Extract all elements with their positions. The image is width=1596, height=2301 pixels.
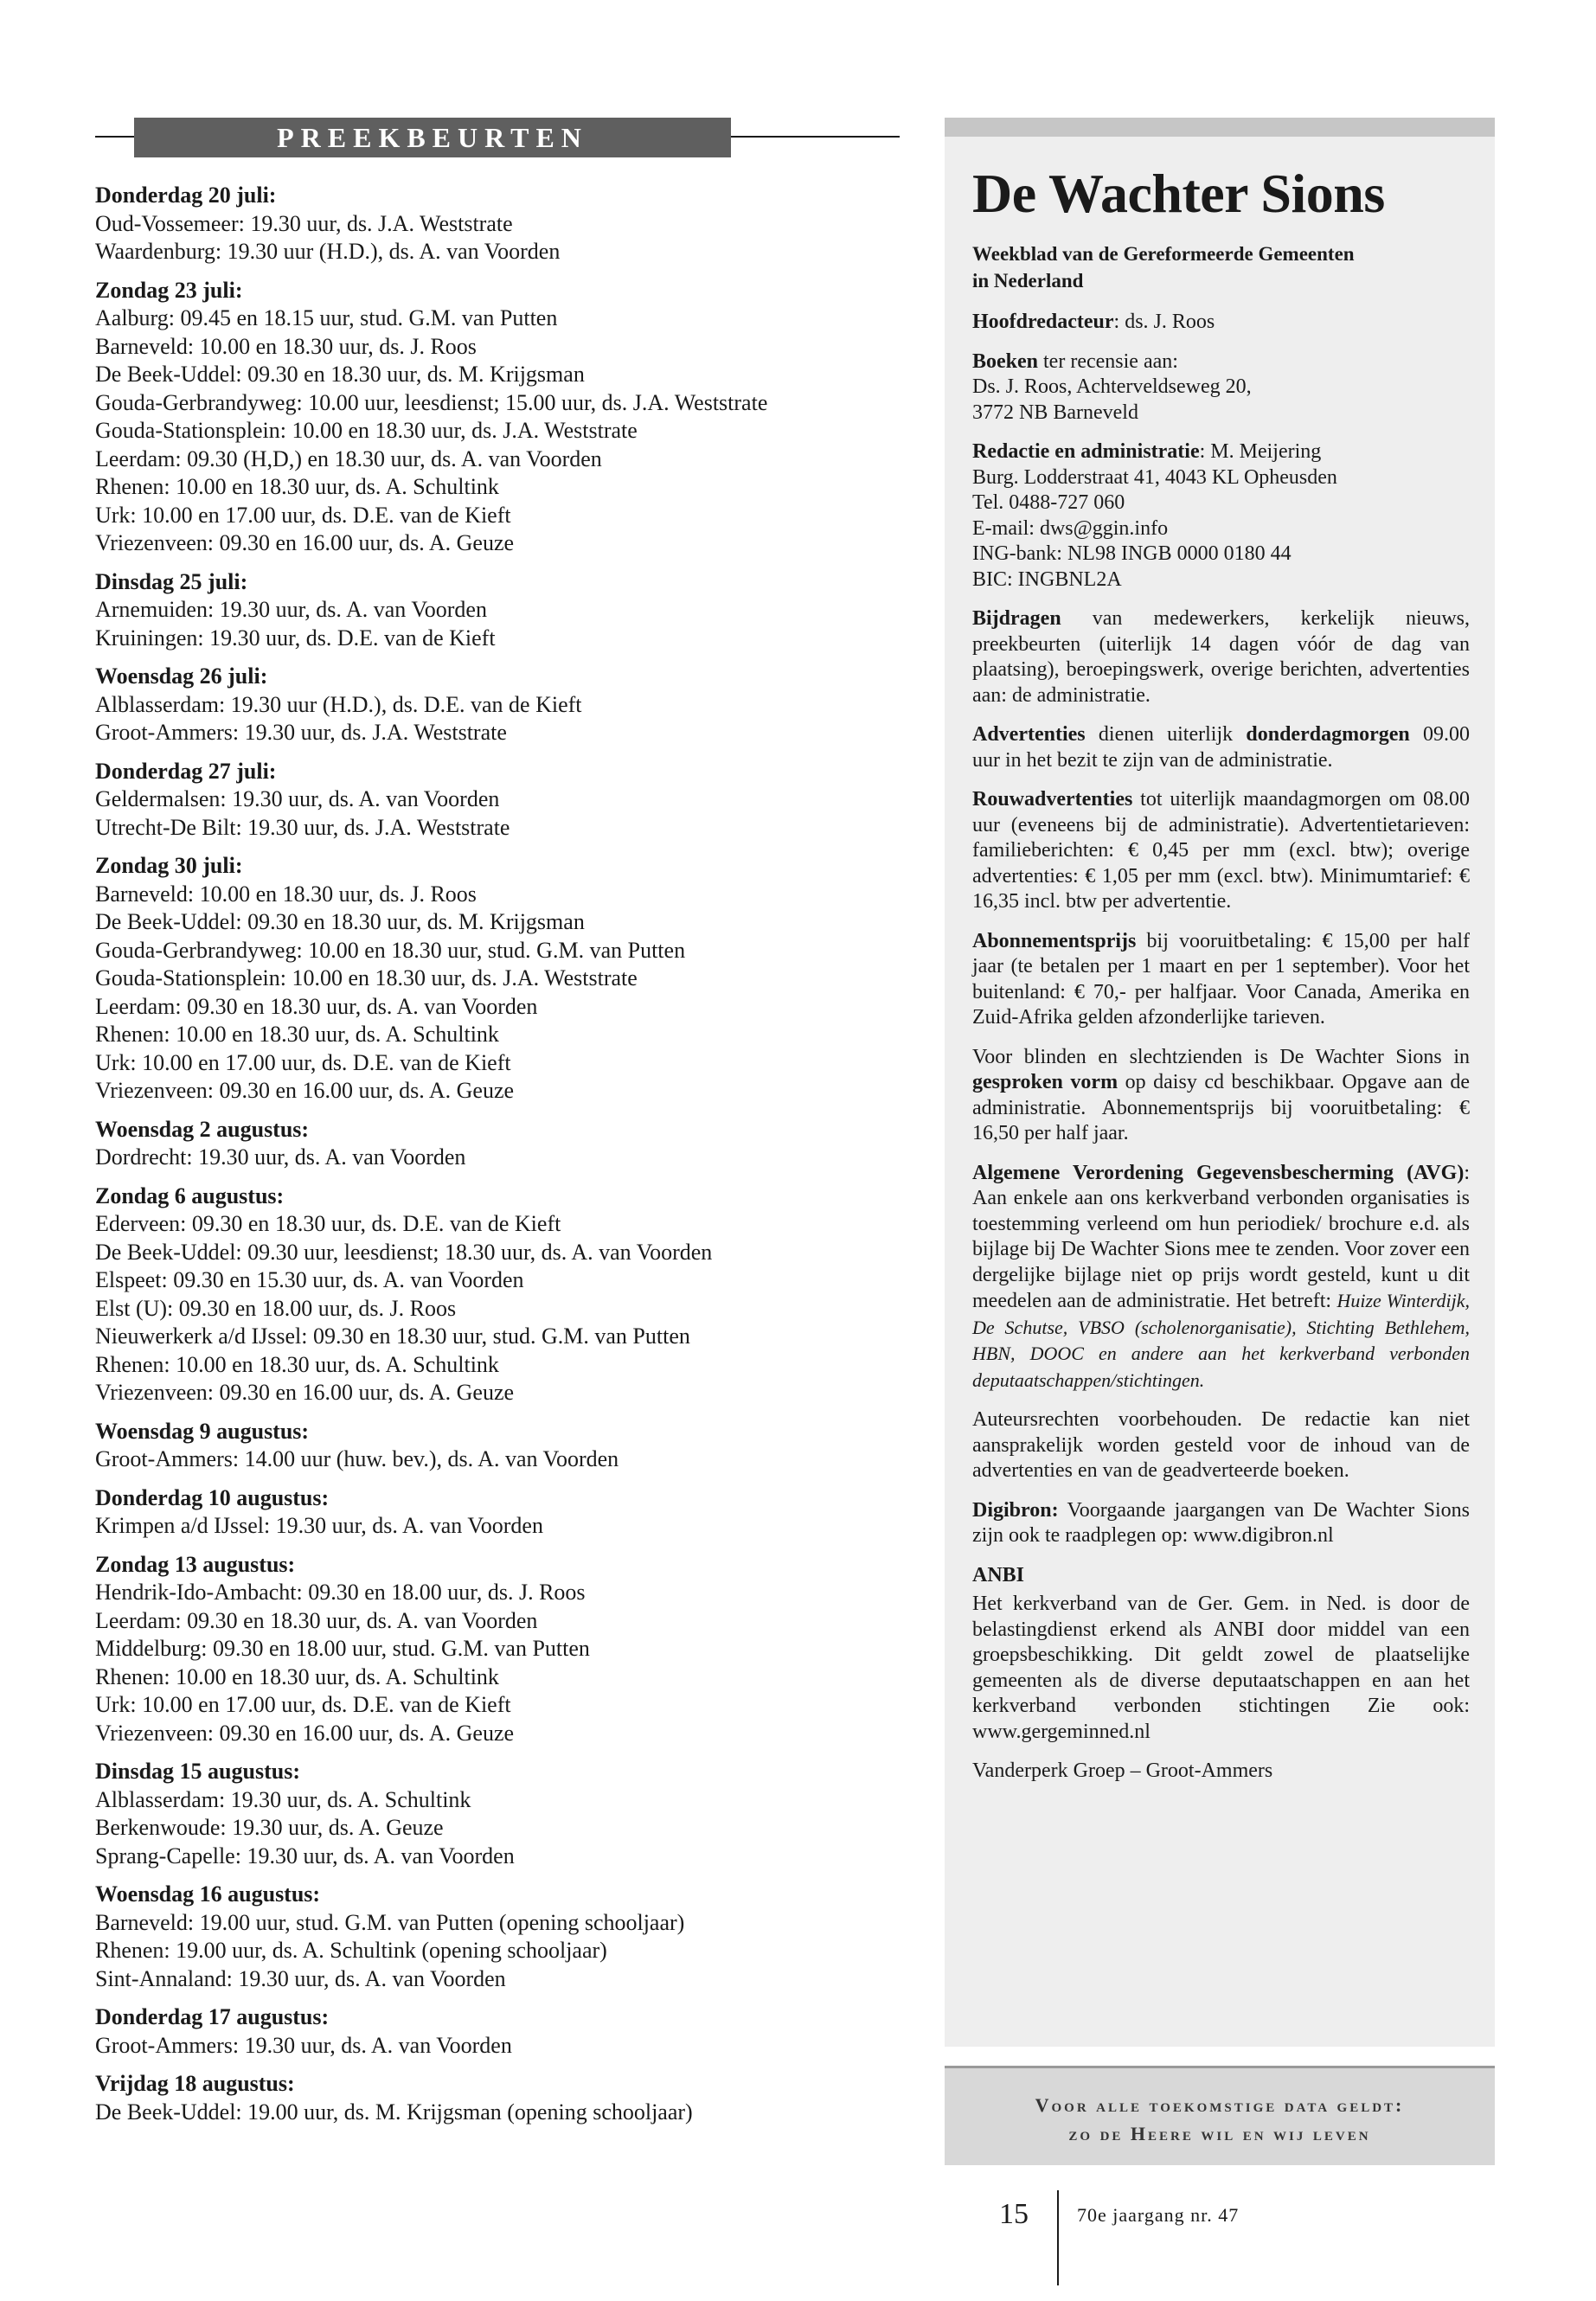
- day-title: Donderdag 20 juli:: [95, 183, 277, 208]
- service-line: Barneveld: 19.00 uur, stud. G.M. van Putten (opening schooljaar): [95, 1909, 685, 1935]
- advertisements-info: Advertenties dienen uiterlijk donderdagmorgen 09.00 uur in het bezit te zijn van de administratie.: [972, 723, 1470, 772]
- service-line: Elst (U): 09.30 en 18.00 uur, ds. J. Roos: [95, 1295, 457, 1321]
- gdpr-info: Algemene Verordening Gegevensbescherming (AVG): Aan enkele aan ons kerkverband verbonden organisaties is toestemming verleend om hun periodiek/ brochure e.d. als bijlage bij De Wachter Sions mee te zenden. Voor zover een dergelijke bijlage niet op prijs wordt gesteld, kunt u dit meedelen aan de administratie. Het betreft: Huize Winterdijk, De Schutse, VBSO (scholenorganisatie), Stichting Bethlehem, HBN, DOOC en andere aan het kerkverband verbonden deputaatschappen/stichtingen.: [972, 1161, 1470, 1391]
- page-number: 15: [999, 2198, 1029, 2230]
- service-line: Elspeet: 09.30 en 15.30 uur, ds. A. van Voorden: [95, 1267, 524, 1292]
- copyright-info: Auteursrechten voorbehouden. De redactie kan niet aansprakelijk worden gesteld voor de inhoud van de advertenties en van de geadverteerde boeken.: [972, 1408, 1470, 1482]
- books-address: Boeken ter recensie aan: Ds. J. Roos, Achterveldseweg 20, 3772 NB Barneveld: [972, 349, 1252, 424]
- day-title: Woensdag 2 augustus:: [95, 1116, 310, 1142]
- service-line: Sprang-Capelle: 19.30 uur, ds. A. van Voorden: [95, 1843, 515, 1868]
- service-line: Kruiningen: 19.30 uur, ds. D.E. van de Kieft: [95, 625, 496, 651]
- service-line: Aalburg: 09.45 en 18.15 uur, stud. G.M. van Putten: [95, 305, 558, 330]
- day-title: Zondag 23 juli:: [95, 277, 243, 303]
- service-line: Groot-Ammers: 14.00 uur (huw. bev.), ds. A. van Voorden: [95, 1446, 619, 1471]
- service-day: [95, 852, 908, 1106]
- section-header: PREEKBEURTEN: [134, 118, 731, 157]
- services-list: [95, 182, 908, 2137]
- service-line: Alblasserdam: 19.30 uur (H.D.), ds. D.E. van de Kieft: [95, 691, 582, 717]
- edition-info: 70e jaargang nr. 47: [1077, 2204, 1240, 2226]
- service-day: [95, 1881, 908, 1993]
- day-title: Woensdag 26 juli:: [95, 663, 268, 689]
- day-title: Donderdag 27 juli:: [95, 758, 277, 784]
- service-line: Hendrik-Ido-Ambacht: 09.30 en 18.00 uur, ds. J. Roos: [95, 1580, 586, 1605]
- service-line: Waardenburg: 19.30 uur (H.D.), ds. A. van Voorden: [95, 239, 561, 264]
- deo-volente-line-2: zo de Heere wil en wij leven: [1068, 2123, 1371, 2144]
- audio-edition-info: Voor blinden en slechtzienden is De Wachter Sions in gesproken vorm op daisy cd beschikbaar. Opgave aan de administratie. Abonnementsprijs bij vooruitbetaling: € 16,50 per half jaar.: [972, 1045, 1470, 1144]
- service-line: Gouda-Gerbrandyweg: 10.00 en 18.30 uur, stud. G.M. van Putten: [95, 937, 686, 963]
- page-separator: [1057, 2190, 1059, 2285]
- service-day: [95, 1418, 908, 1474]
- service-line: Gouda-Gerbrandyweg: 10.00 uur, leesdienst; 15.00 uur, ds. J.A. Weststrate: [95, 389, 768, 415]
- day-title: Donderdag 17 augustus:: [95, 2004, 330, 2029]
- day-title: Dinsdag 15 augustus:: [95, 1759, 300, 1784]
- service-line: Ederveen: 09.30 en 18.30 uur, ds. D.E. van de Kieft: [95, 1211, 561, 1236]
- editor-in-chief: Hoofdredacteur: ds. J. Roos: [972, 311, 1215, 333]
- service-line: Leerdam: 09.30 en 18.30 uur, ds. A. van Voorden: [95, 993, 538, 1019]
- service-line: Berkenwoude: 19.30 uur, ds. A. Geuze: [95, 1815, 444, 1840]
- service-line: De Beek-Uddel: 09.30 uur, leesdienst; 18.30 uur, ds. A. van Voorden: [95, 1239, 713, 1265]
- service-line: Arnemuiden: 19.30 uur, ds. A. van Voorden: [95, 597, 487, 622]
- service-day: [95, 182, 908, 266]
- mourning-ads-info: Rouwadvertenties tot uiterlijk maandagmorgen om 08.00 uur (eveneens bij de administratie). Advertentietarieven: familieberichten: € 0,45 per mm (excl. btw); overige advertenties: € 1,05 per mm (excl. btw). Minimumtarief: € 16,35 incl. btw per advertentie.: [972, 788, 1470, 913]
- subscription-info: Abonnementsprijs bij vooruitbetaling: € 15,00 per half jaar (te betalen per 1 maart en per 1 september). Voor het buitenland: € 70,- per halfjaar. Voor Canada, Amerika en Zuid-Afrika gelden afzonderlijke tarieven.: [972, 929, 1470, 1029]
- service-day: [95, 663, 908, 747]
- service-line: Vriezenveen: 09.30 en 16.00 uur, ds. A. Geuze: [95, 1720, 515, 1746]
- service-line: Gouda-Stationsplein: 10.00 en 18.30 uur, ds. J.A. Weststrate: [95, 418, 638, 443]
- service-line: Rhenen: 10.00 en 18.30 uur, ds. A. Schultink: [95, 1351, 499, 1377]
- service-line: Groot-Ammers: 19.30 uur, ds. A. van Voorden: [95, 2032, 512, 2058]
- day-title: Dinsdag 25 juli:: [95, 568, 248, 594]
- day-title: Woensdag 16 augustus:: [95, 1881, 321, 1907]
- service-line: Urk: 10.00 en 17.00 uur, ds. D.E. van de Kieft: [95, 1049, 511, 1075]
- service-line: Vriezenveen: 09.30 en 16.00 uur, ds. A. Geuze: [95, 1380, 515, 1405]
- service-line: Utrecht-De Bilt: 19.30 uur, ds. J.A. Weststrate: [95, 814, 510, 840]
- service-line: Barneveld: 10.00 en 18.30 uur, ds. J. Roos: [95, 333, 477, 359]
- service-line: Vriezenveen: 09.30 en 16.00 uur, ds. A. Geuze: [95, 530, 515, 555]
- service-day: [95, 1183, 908, 1407]
- colophon-box: [945, 118, 1495, 2144]
- service-line: Rhenen: 19.00 uur, ds. A. Schultink (opening schooljaar): [95, 1938, 607, 1963]
- day-title: Donderdag 10 augustus:: [95, 1484, 330, 1510]
- service-line: Urk: 10.00 en 17.00 uur, ds. D.E. van de Kieft: [95, 502, 511, 528]
- service-line: Sint-Annaland: 19.30 uur, ds. A. van Voorden: [95, 1965, 506, 1991]
- service-line: De Beek-Uddel: 09.30 en 18.30 uur, ds. M. Krijgsman: [95, 909, 585, 934]
- service-line: Rhenen: 10.00 en 18.30 uur, ds. A. Schultink: [95, 474, 499, 499]
- service-line: De Beek-Uddel: 09.30 en 18.30 uur, ds. M. Krijgsman: [95, 362, 585, 387]
- day-title: Vrijdag 18 augustus:: [95, 2071, 295, 2096]
- service-day: [95, 568, 908, 653]
- digibron-info: Digibron: Voorgaande jaargangen van De Wachter Sions zijn ook te raadplegen op: www.digibron.nl: [972, 1498, 1470, 1547]
- day-title: Zondag 13 augustus:: [95, 1551, 296, 1577]
- service-line: Alblasserdam: 19.30 uur, ds. A. Schultink: [95, 1786, 471, 1812]
- service-day: [95, 277, 908, 558]
- header-rule-left: [95, 136, 138, 138]
- service-line: Geldermalsen: 19.30 uur, ds. A. van Voorden: [95, 786, 500, 811]
- service-day: [95, 1551, 908, 1748]
- printer-info: Vanderperk Groep – Groot-Ammers: [972, 1759, 1273, 1782]
- service-line: Rhenen: 10.00 en 18.30 uur, ds. A. Schultink: [95, 1022, 499, 1047]
- service-line: Leerdam: 09.30 en 18.30 uur, ds. A. van Voorden: [95, 1607, 538, 1633]
- contributions-info: Bijdragen van medewerkers, kerkelijk nieuws, preekbeurten (uiterlijk 14 dagen vóór de dag van plaatsing), beroepingswerk, overige berichten, advertenties aan: de administratie.: [972, 607, 1470, 707]
- service-line: Nieuwerkerk a/d IJssel: 09.30 en 18.30 uur, stud. G.M. van Putten: [95, 1324, 690, 1349]
- day-title: Woensdag 9 augustus:: [95, 1418, 310, 1444]
- header-rule-right: [731, 136, 900, 138]
- service-line: Leerdam: 09.30 (H,D,) en 18.30 uur, ds. A. van Voorden: [95, 445, 602, 471]
- service-day: [95, 758, 908, 843]
- masthead-subtitle: Weekblad van de Gereformeerde Gemeenten in Nederland: [972, 243, 1355, 292]
- service-line: Vriezenveen: 09.30 en 16.00 uur, ds. A. Geuze: [95, 1078, 515, 1103]
- service-line: Gouda-Stationsplein: 10.00 en 18.30 uur, ds. J.A. Weststrate: [95, 965, 638, 990]
- anbi-text: Het kerkverband van de Ger. Gem. in Ned. is door de belastingdienst erkend als ANBI door middel van een groepsbeschikking. Dit geldt zowel de plaatselijke gemeenten als de diverse deputaatschappen en aan het kerkverband verbonden stichtingen Zie ook: www.gergeminned.nl: [972, 1593, 1470, 1743]
- service-line: Dordrecht: 19.30 uur, ds. A. van Voorden: [95, 1144, 466, 1170]
- editorial-address: Redactie en administratie: M. Meijering Burg. Lodderstraat 41, 4043 KL Opheusden Tel. 0488-727 060 E-mail: dws@ggin.info ING-bank: NL98 INGB 0000 0180 44 BIC: INGBNL2A: [972, 440, 1337, 591]
- deo-volente-line-1: Voor alle toekomstige data geldt:: [1035, 2094, 1405, 2116]
- service-line: Oud-Vossemeer: 19.30 uur, ds. J.A. Weststrate: [95, 210, 513, 236]
- service-day: [95, 2070, 908, 2126]
- service-line: De Beek-Uddel: 19.00 uur, ds. M. Krijgsman (opening schooljaar): [95, 2099, 693, 2125]
- service-line: Middelburg: 09.30 en 18.00 uur, stud. G.M. van Putten: [95, 1636, 590, 1661]
- service-line: Krimpen a/d IJssel: 19.30 uur, ds. A. van Voorden: [95, 1513, 543, 1538]
- service-line: Groot-Ammers: 19.30 uur, ds. J.A. Weststrate: [95, 720, 507, 745]
- masthead-title: De Wachter Sions: [972, 163, 1385, 224]
- service-day: [95, 1484, 908, 1541]
- service-line: Barneveld: 10.00 en 18.30 uur, ds. J. Roos: [95, 881, 477, 907]
- day-title: Zondag 30 juli:: [95, 853, 243, 878]
- deo-volente-box: [945, 2066, 1495, 2165]
- service-line: Rhenen: 10.00 en 18.30 uur, ds. A. Schultink: [95, 1663, 499, 1689]
- service-day: [95, 1116, 908, 1172]
- service-line: Urk: 10.00 en 17.00 uur, ds. D.E. van de Kieft: [95, 1692, 511, 1717]
- service-day: [95, 2003, 908, 2060]
- anbi-info: ANBI: [972, 1563, 1025, 1586]
- day-title: Zondag 6 augustus:: [95, 1183, 285, 1208]
- service-day: [95, 1758, 908, 1870]
